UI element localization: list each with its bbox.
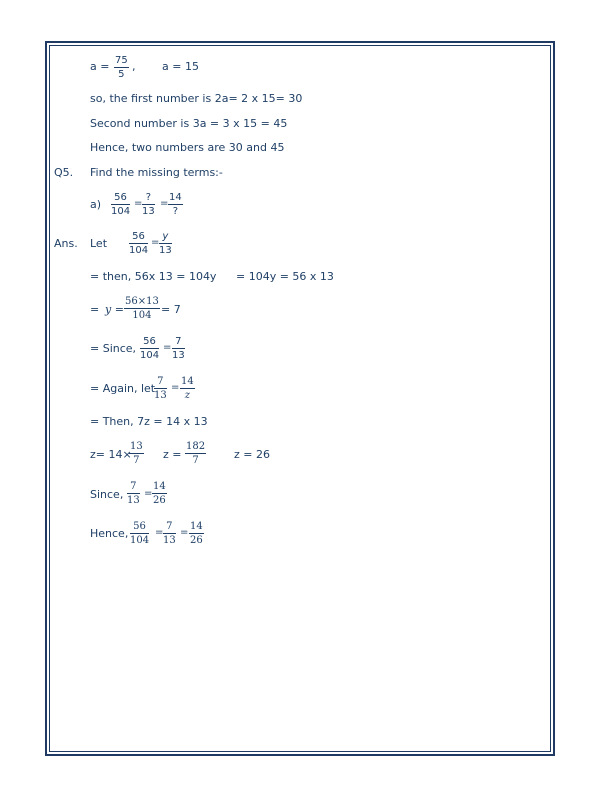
fraction-14-over-z: $\frac{14}{z}$ <box>181 376 194 401</box>
equals-sign: = <box>151 237 160 248</box>
equals-sign: = <box>134 198 143 209</box>
question-text: Find the missing terms:- <box>90 166 223 179</box>
fraction-7-over-13: $\frac{7}{13}$ <box>172 336 185 361</box>
hence-numbers-line: Hence, two numbers are 30 and 45 <box>90 141 285 154</box>
equals-prefix: = <box>90 303 100 316</box>
then-equation: = then, 56x 13 = 104y <box>90 270 217 283</box>
fraction-13-over-7: $\frac{13}{7}$ <box>130 441 143 466</box>
equals-sign: = <box>171 382 180 393</box>
comma: , <box>132 60 136 73</box>
answer-label: Ans. <box>54 237 78 250</box>
since-label: Since, <box>90 488 124 501</box>
since-label: = Since, <box>90 342 137 355</box>
first-number-line: so, the first number is 2a= 2 x 15= 30 <box>90 92 303 105</box>
fraction-7-over-13: $\frac{7}{13}$ <box>163 521 176 546</box>
y-variable: y = <box>105 303 124 316</box>
fraction-56-over-104: $\frac{56}{104}$ <box>129 231 149 256</box>
fraction-56-over-104: $\frac{56}{104}$ <box>111 192 131 217</box>
equals-sign: = <box>180 527 189 538</box>
fraction-56x13-over-104: $\frac{56\times 13}{104}$ <box>125 296 159 321</box>
equals-sign: = <box>163 342 172 353</box>
then-7z-line: = Then, 7z = 14 x 13 <box>90 415 208 428</box>
equals-sign: = <box>160 198 169 209</box>
a-equals-15: a = 15 <box>162 60 199 73</box>
equals-sign: = <box>144 488 153 499</box>
z-result: z = 26 <box>234 448 270 461</box>
part-a-label: a) <box>90 198 102 211</box>
fraction-7-over-13: $\frac{7}{13}$ <box>154 376 167 401</box>
let-label: Let <box>90 237 108 250</box>
again-let-label: = Again, let <box>90 382 156 395</box>
fraction-56-over-104: $\frac{56}{104}$ <box>130 521 150 546</box>
z-equals-label: z = <box>163 448 182 461</box>
fraction-14-over-26: $\frac{14}{26}$ <box>153 481 166 506</box>
fraction-7-over-13: $\frac{7}{13}$ <box>127 481 140 506</box>
fraction-14-over-26: $\frac{14}{26}$ <box>190 521 203 546</box>
fraction-q-over-13: ? 13 <box>142 192 155 217</box>
second-number-line: Second number is 3a = 3 x 15 = 45 <box>90 117 288 130</box>
then-equation-rearranged: = 104y = 56 x 13 <box>236 270 334 283</box>
hence-label: Hence, <box>90 527 129 540</box>
fraction-56-over-104: $\frac{56}{104}$ <box>140 336 160 361</box>
fraction-y-over-13: $\frac{y}{13}$ <box>159 231 172 256</box>
y-result: = 7 <box>161 303 181 316</box>
fraction-14-over-q: 14 ? <box>169 192 182 217</box>
a-equals-label: a = <box>90 60 110 73</box>
fraction-75-over-5: $\frac{75}{5}$ <box>115 55 128 80</box>
equals-sign: = <box>155 527 164 538</box>
fraction-182-over-7: $\frac{182}{7}$ <box>186 441 206 466</box>
z-label: z= 14× <box>90 448 132 461</box>
question-label: Q5. <box>54 166 74 179</box>
